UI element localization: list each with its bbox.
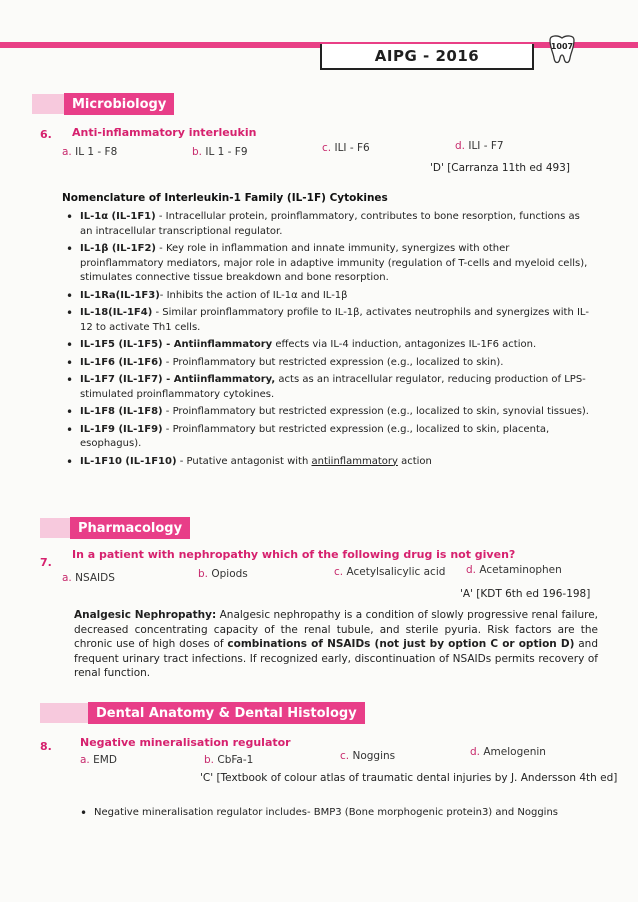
option-c bbox=[334, 566, 445, 578]
explanation-paragraph: Analgesic Nephropathy: Analgesic nephropathy is a condition of slowly progressive renal failure, decreased concentrating capacity of the renal tubule, and sterile pyuria. Risk factors are the chronic use of high doses of combinations of NSAIDs (not just by option C or option D) and frequent urinary tract infections. If recognized early, discontinuation of NSAIDs permits recovery of renal function. bbox=[74, 609, 598, 679]
option-letter: a. bbox=[62, 572, 72, 584]
answer-reference: 'A' [KDT 6th ed 196-198] bbox=[460, 588, 591, 600]
list-item: • Negative mineralisation regulator includes- BMP3 (Bone morphogenic protein3) and Noggins bbox=[80, 806, 580, 821]
option-a bbox=[80, 754, 117, 766]
option-letter: b. bbox=[192, 146, 203, 158]
list-item: • IL-1F7 (IL-1F7) - Antiinflammatory, acts as an intracellular regulator, reducing production of LPS-stimulated proinflammatory cytokines. bbox=[66, 373, 592, 402]
option-c bbox=[322, 142, 370, 154]
option-letter: a. bbox=[62, 146, 72, 158]
option-letter: a. bbox=[80, 754, 90, 766]
question-number: 6. bbox=[40, 128, 52, 141]
option-text: Amelogenin bbox=[483, 746, 546, 758]
page-number: 1007 bbox=[550, 42, 574, 51]
option-text: Opiods bbox=[211, 568, 248, 580]
option-letter: c. bbox=[340, 750, 350, 762]
option-text: CbFa-1 bbox=[217, 754, 254, 766]
question-number: 8. bbox=[40, 740, 52, 753]
option-b bbox=[204, 754, 253, 766]
section-dental-anatomy: Dental Anatomy & Dental Histology bbox=[88, 702, 365, 724]
page-title: AIPG - 2016 bbox=[320, 44, 534, 70]
section-pharmacology: Pharmacology bbox=[70, 517, 190, 539]
option-text: Acetylsalicylic acid bbox=[346, 566, 446, 578]
question-number: 7. bbox=[40, 556, 52, 569]
option-text: IL 1 - F8 bbox=[75, 146, 118, 158]
option-b bbox=[198, 568, 248, 580]
list-item: • IL-1Ra(IL-1F3)- Inhibits the action of IL-1α and IL-1β bbox=[66, 289, 592, 304]
option-d bbox=[455, 140, 504, 152]
option-a bbox=[62, 146, 117, 158]
option-letter: b. bbox=[198, 568, 209, 580]
option-c bbox=[340, 750, 395, 762]
option-text: Noggins bbox=[352, 750, 396, 762]
option-a bbox=[62, 572, 115, 584]
list-item: • IL-1F8 (IL-1F8) - Proinflammatory but restricted expression (e.g., localized to skin, synovial tissues). bbox=[66, 405, 592, 420]
option-text: NSAIDS bbox=[75, 572, 115, 584]
option-letter: d. bbox=[470, 746, 481, 758]
list-item: • IL-1F9 (IL-1F9) - Proinflammatory but restricted expression (e.g., localized to skin, placenta, esophagus). bbox=[66, 423, 592, 452]
header-bar bbox=[0, 42, 638, 48]
option-d bbox=[466, 564, 562, 576]
list-item: • IL-1F6 (IL-1F6) - Proinflammatory but restricted expression (e.g., localized to skin). bbox=[66, 356, 592, 371]
option-d bbox=[470, 746, 546, 758]
list-item: • IL-18(IL-1F4) - Similar proinflammatory profile to IL-1β, activates neutrophils and synergizes with IL-12 to activate Th1 cells. bbox=[66, 306, 592, 335]
option-letter: b. bbox=[204, 754, 215, 766]
answer-reference: 'C' [Textbook of colour atlas of traumatic dental injuries by J. Andersson 4th ed] bbox=[200, 772, 618, 784]
option-b bbox=[192, 146, 248, 158]
option-text: EMD bbox=[93, 754, 117, 766]
question-text: In a patient with nephropathy which of the following drug is not given? bbox=[72, 548, 516, 561]
option-letter: d. bbox=[466, 564, 477, 576]
section-heading: Nomenclature of Interleukin-1 Family (IL-1F) Cytokines bbox=[62, 192, 388, 204]
section-microbiology: Microbiology bbox=[64, 93, 174, 115]
option-letter: c. bbox=[322, 142, 332, 154]
option-text: ILI - F7 bbox=[468, 140, 504, 152]
option-text: Acetaminophen bbox=[479, 564, 562, 576]
question-text: Negative mineralisation regulator bbox=[80, 736, 291, 749]
option-letter: d. bbox=[455, 140, 466, 152]
list-item: • IL-1β (IL-1F2) - Key role in inflammation and innate immunity, synergizes with other proinflammatory mediators, major role in adaptive immunity (regulation of T-cells and myeloid cells), stimulates connective tissue breakdown and bone resorption. bbox=[66, 242, 592, 286]
interleukin-list bbox=[66, 210, 592, 472]
regulator-list bbox=[80, 806, 580, 824]
question-text: Anti-inflammatory interleukin bbox=[72, 126, 257, 139]
option-text: ILI - F6 bbox=[334, 142, 370, 154]
list-item: • IL-1α (IL-1F1) - Intracellular protein, proinflammatory, contributes to bone resorption, functions as an intracellular transcriptional regulator. bbox=[66, 210, 592, 239]
list-item: • IL-1F10 (IL-1F10) - Putative antagonist with antiinflammatory action bbox=[66, 455, 592, 470]
answer-reference: 'D' [Carranza 11th ed 493] bbox=[430, 162, 570, 174]
option-text: IL 1 - F9 bbox=[205, 146, 248, 158]
tooth-icon bbox=[545, 34, 579, 66]
list-item: • IL-1F5 (IL-1F5) - Antiinflammatory effects via IL-4 induction, antagonizes IL-1F6 action. bbox=[66, 338, 592, 353]
option-letter: c. bbox=[334, 566, 344, 578]
